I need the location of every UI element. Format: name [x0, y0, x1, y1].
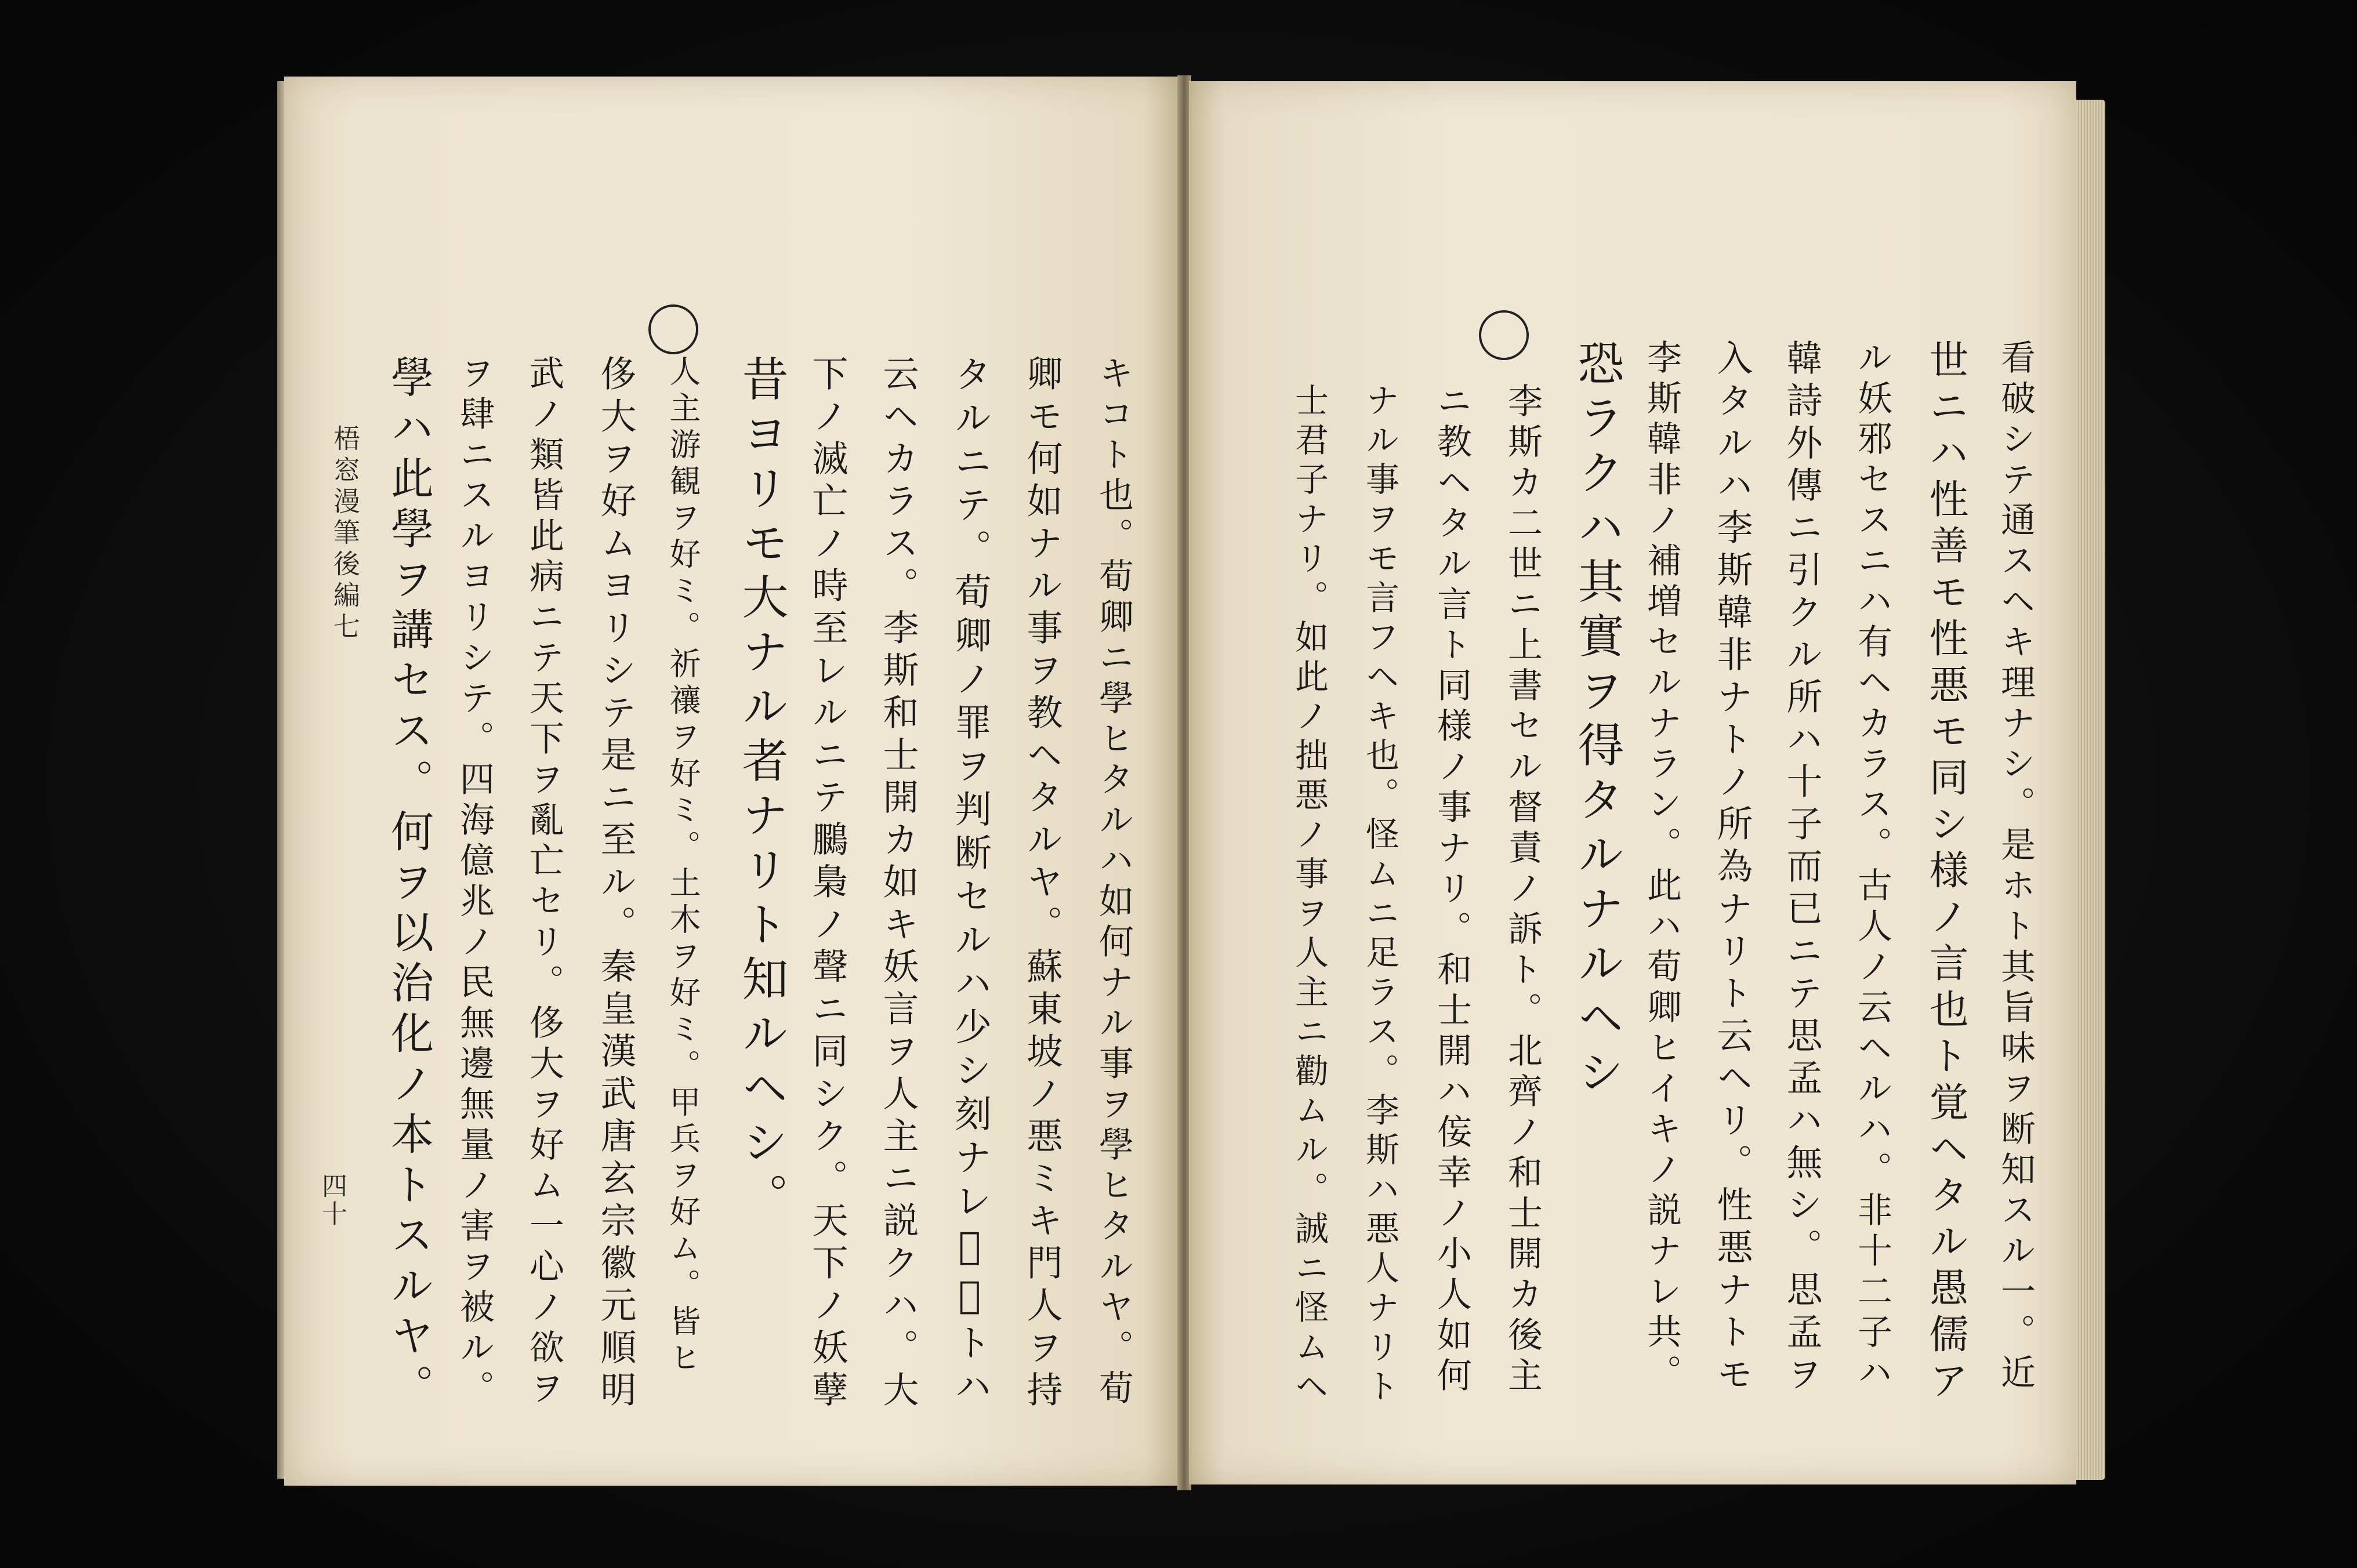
text-column: 入タルハ李斯韓非ナトノ所為ナリト云ヘリ。性悪ナトモ: [1711, 339, 1753, 1398]
text-column: 恐ラクハ其實ヲ得タルナルヘシ: [1570, 339, 1624, 1102]
folio-number: 四十: [317, 1173, 347, 1228]
text-column: 士君子ナリ。如此ノ拙悪ノ事ヲ人主ニ勸ムル。誠ニ怪ムヘ: [1289, 383, 1329, 1408]
circle-mark: [648, 304, 698, 354]
text-column: ニ教ヘタル言ト同様ノ事ナリ。和士開ハ侫幸ノ小人如何: [1431, 383, 1472, 1398]
text-column: 侈大ヲ好ムヨリシテ是ニ至ル。秦皇漢武唐玄宗徽元順明: [594, 355, 637, 1413]
text-column: 李斯韓非ノ補増セルナラン。此ハ荀卿ヒイキノ説ナレ共。: [1641, 339, 1682, 1395]
text-column: 昔ヨリモ大ナル者ナリト知ルヘシ。: [734, 355, 788, 1227]
text-column: ル妖邪セスニハ有ヘカラス。古人ノ云ヘルハ。非十二子ハ: [1852, 339, 1892, 1395]
text-column: 卿モ何如ナル事ヲ教ヘタルヤ。蘇東坡ノ悪ミキ門人ヲ持: [1021, 355, 1063, 1413]
text-column: 下ノ滅亡ノ時至レルニテ鵩梟ノ聲ニ同シク。天下ノ妖孽: [806, 355, 848, 1413]
text-column: 云ヘカラス。李斯和士開カ如キ妖言ヲ人主ニ説クハ。大: [877, 355, 919, 1413]
margin-title: 梧窓漫筆後編七: [329, 424, 361, 644]
circle-mark: [1479, 310, 1529, 360]
left-page: [284, 77, 1180, 1486]
right-page: [1189, 81, 2076, 1484]
text-column: 武ノ類皆此病ニテ天下ヲ亂亡セリ。侈大ヲ好ム一心ノ欲ヲ: [524, 355, 564, 1410]
text-column: 世ニハ性善モ性悪モ同シ様ノ言也ト覚ヘタル愚儒ア: [1923, 339, 1968, 1406]
text-column: 韓詩外傳ニ引クル所ハ十子而已ニテ思孟ハ無シ。思孟ヲ: [1781, 339, 1823, 1398]
text-column: 李斯カ二世ニ上書セル督責ノ訴ト。北齊ノ和士開カ後主: [1502, 383, 1543, 1398]
text-column: タルニテ。荀卿ノ罪ヲ判断セルハ少シ刻ナレ𪜈理トハ: [948, 355, 991, 1410]
text-column: 人主游観ヲ好ミ。祈禳ヲ好ミ。土木ヲ好ミ。甲兵ヲ好ム。皆ヒ: [665, 355, 701, 1378]
page-block-edge: [2076, 100, 2105, 1480]
text-column: 學ハ此學ヲ講セス。何ヲ以治化ノ本トスルヤ。: [384, 355, 434, 1414]
text-column: ナル事ヲモ言フヘキ也。怪ムニ足ラス。李斯ハ悪人ナリト: [1360, 383, 1399, 1408]
text-column: 看破シテ通スヘキ理ナシ。是ホト其旨味ヲ断知スル一。近: [1995, 339, 2036, 1395]
text-column: キコト也。荀卿ニ學ヒタルハ如何ナル事ヲ學ヒタルヤ。荀: [1093, 355, 1134, 1410]
text-column: ヲ肆ニスルヨリシテ。四海億兆ノ民無邊無量ノ害ヲ被ル。: [454, 355, 495, 1410]
